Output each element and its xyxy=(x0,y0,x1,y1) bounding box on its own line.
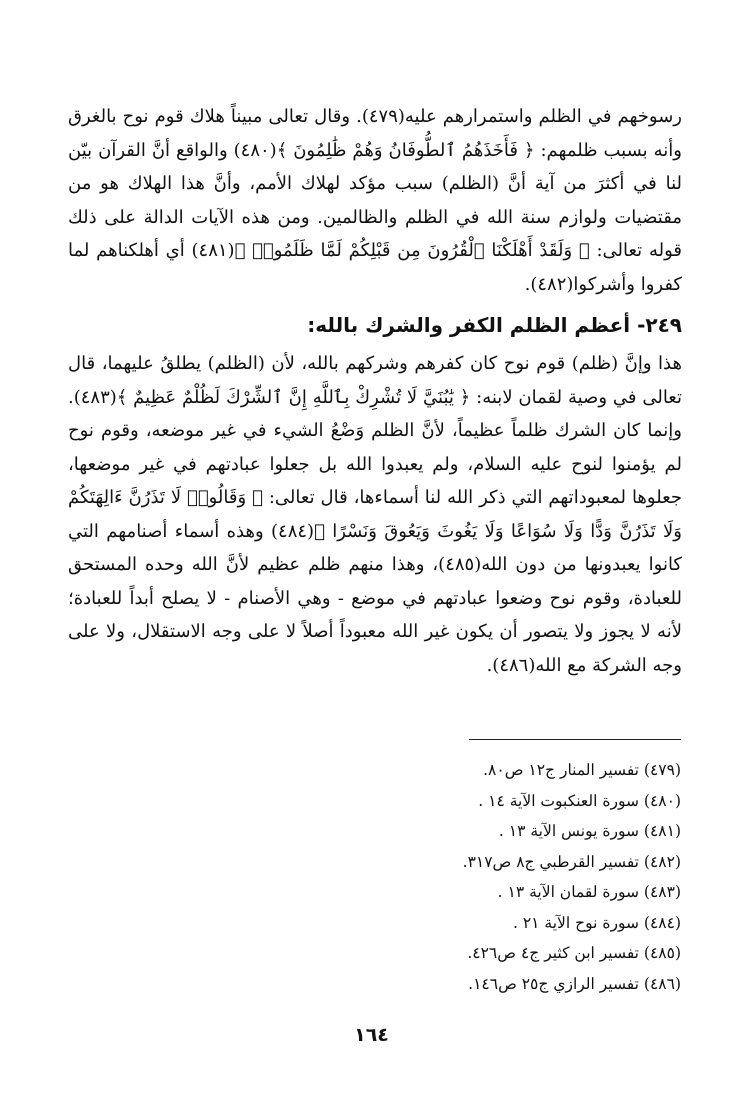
footnote-480: (٤٨٠) سورة العنكبوت الآية ١٤ . xyxy=(478,791,681,810)
paragraph-1: رسوخهم في الظلم واستمرارهم عليه(٤٧٩). وقال تعالى مبيناً هلاك قوم نوح بالغرق وأنه بسبب ظلمهم: ﴿ فَأَخَذَهُمُ ٱلطُّوفَانُ وَهُمْ ظَٰلِمُونَ ﴾(٤٨٠) والواقع أنَّ القرآن بيّن لنا في أكثرَ من آية أنَّ (الظلم) سبب مؤكد لهلاك الأمم، وأنَّ هذا الهلاك هو من مقتضيات ولوازم سنة الله في الظلم والظالمين. ومن هذه الآيات الدالة على ذلك قوله تعالى: ﴿ وَلَقَدْ أَهْلَكْنَا ٱلْقُرُونَ مِن قَبْلِكُمْ لَمَّا ظَلَمُوا۟ ﴾(٤٨١) أي أهلكناهم لما كفروا وأشركوا(٤٨٢). xyxy=(68,106,682,295)
paragraph-2: هذا وإنَّ (ظلم) قوم نوح كان كفرهم وشركهم بالله، لأن (الظلم) يطلقُ عليهما، قال تعالى في وصية لقمان لابنه: ﴿ يَٰبُنَيَّ لَا تُشْرِكْ بِٱللَّهِ إِنَّ ٱلشِّرْكَ لَظُلْمٌ عَظِيمٌ ﴾(٤٨٣). وإنما كان الشرك ظلماً عظيماً، لأنَّ الظلم وَضْعُ الشيء في غير موضعه، وقوم نوح لم يؤمنوا لنوح عليه السلام، ولم يعبدوا الله بل جعلوا عبادتهم في غير موضعها، جعلوها لمعبوداتهم التي ذكر الله لنا أسماءها، قال تعالى: ﴿ وَقَالُوا۟ لَا تَذَرُنَّ ءَالِهَتَكُمْ وَلَا تَذَرُنَّ وَدًّا وَلَا سُوَاعًا وَلَا يَغُوثَ وَيَعُوقَ وَنَسْرًا ﴾(٤٨٤) وهذه أسماء أصنامهم التي كانوا يعبدونها من دون الله(٤٨٥)، وهذا منهم ظلم عظيم لأنَّ الله وحده المستحق للعبادة، وقوم نوح وضعوا عبادتهم في موضع - وهي الأصنام - لا يصلح أبداً للعبادة؛ لأنه لا يجوز ولا يتصور أن يكون غير الله معبوداً أصلاً لا على وجه الاستقلال، ولا على وجه الشركة مع الله(٤٨٦). xyxy=(68,353,683,676)
section-heading: ٢٤٩- أعظم الظلم الكفر والشرك بالله: xyxy=(307,313,682,337)
footnote-divider xyxy=(469,739,681,740)
footnote-483: (٤٨٣) سورة لقمان الآية ١٣ . xyxy=(497,883,681,901)
footnote-482: (٤٨٢) تفسير القرطبي ج٨ ص٣١٧. xyxy=(462,852,681,871)
page-body xyxy=(68,100,682,682)
footnote-486: (٤٨٦) تفسير الرازي ج٢٥ ص١٤٦. xyxy=(468,974,681,993)
footnote-485: (٤٨٥) تفسير ابن كثير ج٤ ص٤٢٦. xyxy=(467,944,681,962)
page-number: ١٦٤ xyxy=(354,1024,389,1046)
footnote-479: (٤٧٩) تفسير المنار ج١٢ ص٨٠. xyxy=(483,761,681,779)
footnotes-list xyxy=(361,755,681,999)
footnote-481: (٤٨١) سورة يونس الآية ١٣ . xyxy=(498,822,681,840)
footnote-484: (٤٨٤) سورة نوح الآية ٢١ . xyxy=(512,913,681,932)
